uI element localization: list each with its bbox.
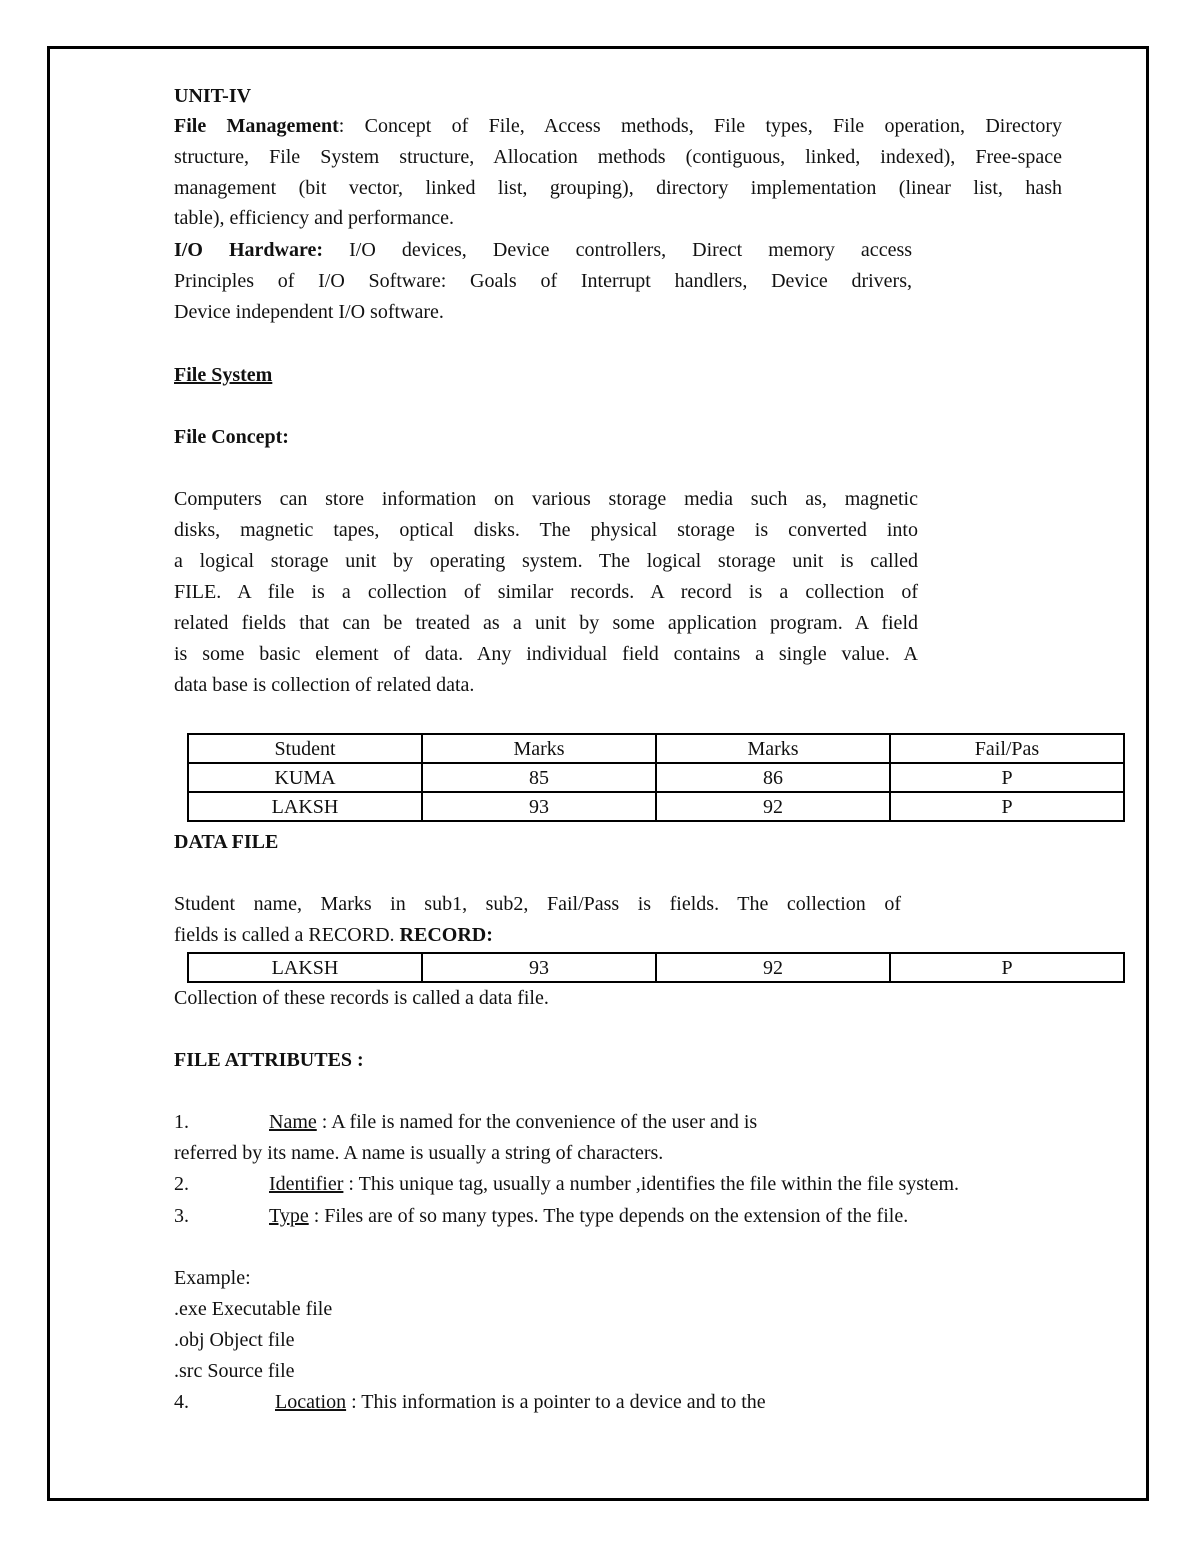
table-cell: 92	[656, 953, 890, 982]
concept-line: data base is collection of related data.	[174, 674, 475, 696]
syllabus-line: management (bit vector, linked list, grouping), directory implementation (linear list, hash	[174, 177, 1062, 199]
syllabus-line: Device independent I/O software.	[174, 301, 444, 323]
concept-line: FILE. A file is a collection of similar records. A record is a collection of	[174, 581, 918, 603]
unit-heading: UNIT-IV	[174, 85, 252, 107]
table-cell: Student	[188, 734, 422, 763]
syllabus-line: Principles of I/O Software: Goals of Interrupt handlers, Device drivers,	[174, 270, 912, 292]
table-cell: P	[890, 953, 1124, 982]
syllabus-file-management: File Management: Concept of File, Access methods, File types, File operation, Directory	[174, 115, 1062, 137]
table-cell: 85	[422, 763, 656, 792]
table-cell: LAKSH	[188, 792, 422, 821]
example-item: .src Source file	[174, 1360, 295, 1382]
table-cell: KUMA	[188, 763, 422, 792]
table-cell: Fail/Pas	[890, 734, 1124, 763]
syllabus-line: table), efficiency and performance.	[174, 207, 455, 229]
file-concept-heading: File Concept:	[174, 426, 289, 448]
attribute-item: 4. Location : This information is a pointer to a device and to the	[174, 1391, 766, 1413]
data-file-label: DATA FILE	[174, 831, 279, 853]
table-cell: Marks	[656, 734, 890, 763]
concept-line: a logical storage unit by operating system. The logical storage unit is called	[174, 550, 918, 572]
record-line: fields is called a RECORD. RECORD:	[174, 924, 493, 946]
syllabus-line: structure, File System structure, Allocation methods (contiguous, linked, indexed), Free-space	[174, 146, 1062, 168]
file-attributes-heading: FILE ATTRIBUTES :	[174, 1049, 364, 1071]
attribute-continuation: referred by its name. A name is usually a string of characters.	[174, 1142, 664, 1164]
attribute-item: 1. Name : A file is named for the convenience of the user and is	[174, 1111, 758, 1133]
attribute-item: 3. Type : Files are of so many types. The type depends on the extension of the file.	[174, 1205, 909, 1227]
table-row	[188, 763, 1124, 792]
example-item: .obj Object file	[174, 1329, 295, 1351]
table-cell: 86	[656, 763, 890, 792]
concept-line: disks, magnetic tapes, optical disks. The physical storage is converted into	[174, 519, 918, 541]
concept-line: Computers can store information on various storage media such as, magnetic	[174, 488, 918, 510]
example-label: Example:	[174, 1267, 251, 1289]
syllabus-io-hardware: I/O Hardware: I/O devices, Device controllers, Direct memory access	[174, 239, 913, 261]
data-file-table	[187, 733, 1125, 822]
table-cell: 93	[422, 792, 656, 821]
collection-line: Collection of these records is called a data file.	[174, 987, 549, 1009]
example-item: .exe Executable file	[174, 1298, 333, 1320]
table-cell: LAKSH	[188, 953, 422, 982]
concept-line: related fields that can be treated as a unit by some application program. A field	[174, 612, 918, 634]
table-cell: P	[890, 763, 1124, 792]
record-table	[187, 952, 1125, 983]
table-cell: P	[890, 792, 1124, 821]
file-system-heading: File System	[174, 364, 273, 386]
record-line: Student name, Marks in sub1, sub2, Fail/Pass is fields. The collection of	[174, 893, 901, 915]
concept-line: is some basic element of data. Any individual field contains a single value. A	[174, 643, 918, 665]
attribute-item: 2. Identifier : This unique tag, usually a number ,identifies the file within the file system.	[174, 1173, 960, 1195]
table-cell: 92	[656, 792, 890, 821]
table-row	[188, 792, 1124, 821]
table-cell: 93	[422, 953, 656, 982]
table-row	[188, 734, 1124, 763]
table-cell: Marks	[422, 734, 656, 763]
table-row	[188, 953, 1124, 982]
